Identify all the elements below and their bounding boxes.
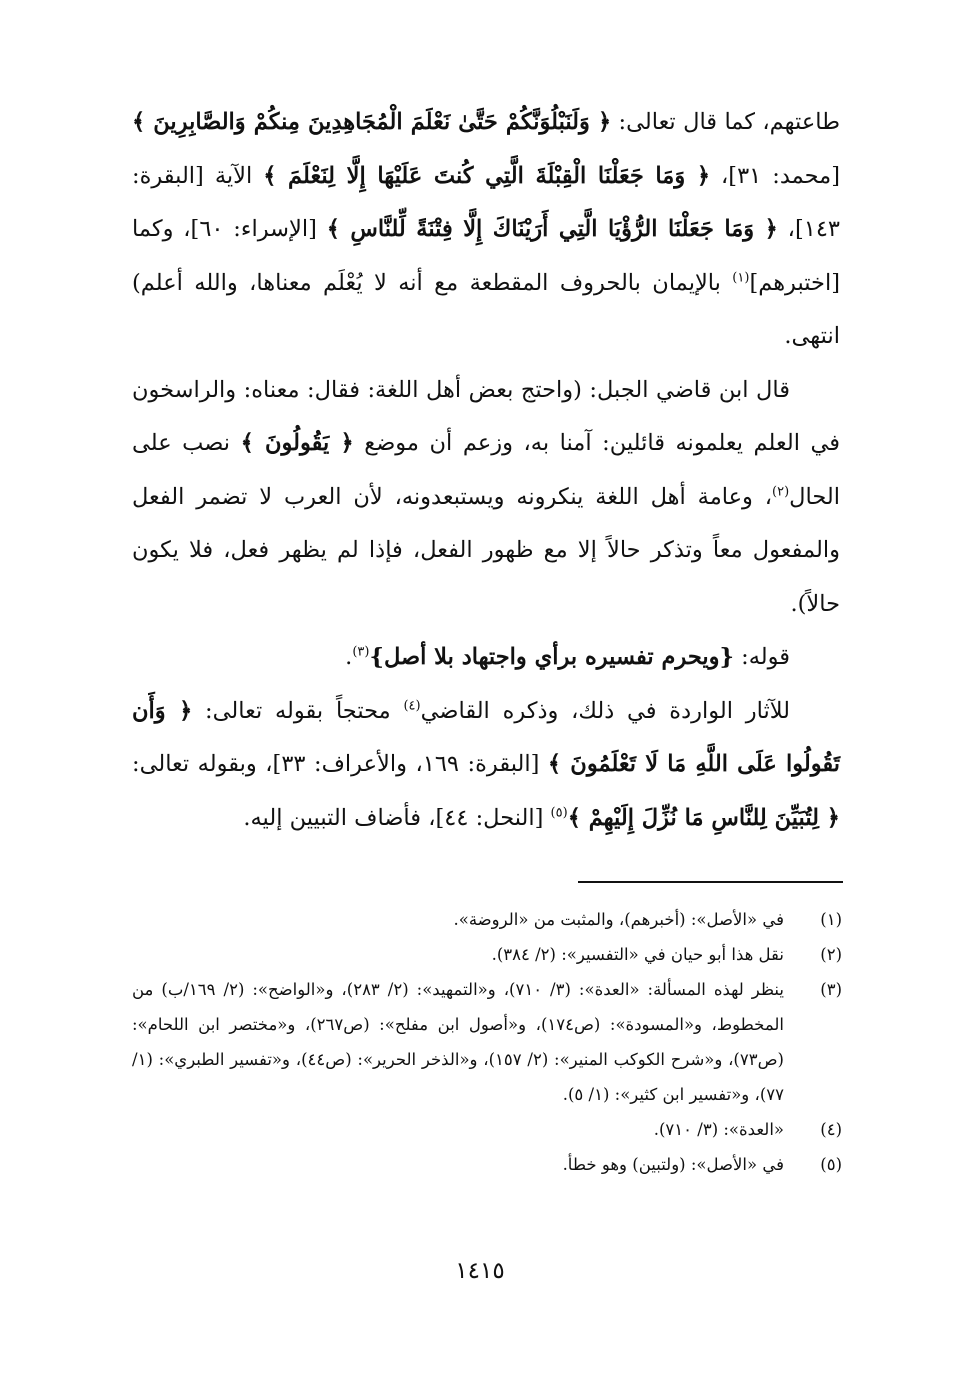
- footnote-number: (١): [820, 910, 842, 929]
- text-segment: نصب على الحال: [132, 430, 840, 510]
- matn-quote: {ويحرم تفسيره برأي واجتهاد بلا أصل}: [369, 644, 734, 670]
- text-segment: [البقرة: ١٦٩، والأعراف: ٣٣]، وبقوله تعالى:: [132, 751, 548, 777]
- text-segment: ، وعامة أهل اللغة ينكرونه ويستبعدونه، لأن العرب لا تضمر الفعل والمفعول معاً وتذكر حالاً إلا مع ظهور الفعل، فإذا لم يظهر فعل، فلا يكون حالاً).: [132, 483, 840, 617]
- footnote-text: ينظر لهذه المسألة: «العدة»: (٣/ ٧١٠)، و«التمهيد»: (٢/ ٢٨٣)، و«الواضح»: (٢/ ١٦٩/ب) من المخطوط، و«المسودة»: (ص١٧٤)، و«أصول ابن مفلح»: (ص٢٦٧)، و«مختصر ابن اللحام»: (ص٧٣)، و«شرح الكوكب المنير»: (٢/ ١٥٧)، و«الذخر الحرير»: (ص٤٤)، و«تفسير الطبري»: (١/ ٧٧)، و«تفسير ابن كثير»: (١/ ٥).: [132, 980, 784, 1104]
- quran-verse: ﴿ وَمَا جَعَلْنَا الرُّؤْيَا الَّتِي أَرَيْنَاكَ إِلَّا فِتْنَةً لِّلنَّاسِ ﴾: [326, 216, 778, 242]
- text-segment: بالإيمان بالحروف المقطعة مع أنه لا يُعْلَم معناها، والله أعلم) انتهى.: [132, 269, 840, 349]
- footnote-5: [132, 1147, 842, 1182]
- footnote-text: في «الأصل»: (أخبرهم)، والمثبت من «الروضة».: [453, 910, 784, 929]
- text-segment: قوله:: [733, 644, 790, 670]
- footnote-number: (٥): [820, 1155, 842, 1174]
- footnote-ref-3: (٣): [352, 644, 370, 660]
- quran-verse: ﴿ يَقُولُونَ ﴾: [240, 430, 354, 456]
- footnote-2: [132, 937, 842, 972]
- footnotes-section: [132, 902, 842, 1182]
- footnote-ref-2: (٢): [772, 484, 790, 499]
- paragraph-1: [132, 96, 840, 364]
- footnote-text: «العدة»: (٣/ ٧١٠).: [653, 1120, 784, 1139]
- footnote-3: [132, 972, 842, 1112]
- footnote-1: [132, 902, 842, 937]
- footnote-4: [132, 1112, 842, 1147]
- footnote-text: نقل هذا أبو حيان في «التفسير»: (٢/ ٣٨٤).: [491, 945, 784, 964]
- quran-verse: ﴿ وَمَا جَعَلْنَا الْقِبْلَةَ الَّتِي كُنتَ عَلَيْهَا إِلَّا لِنَعْلَمَ ﴾: [263, 162, 711, 189]
- text-segment: [الإسراء: ٦٠]، وكما [اختبرهم]: [132, 216, 840, 296]
- footnote-ref-5: (٥): [550, 805, 568, 820]
- footnote-number: (٣): [820, 980, 842, 999]
- footnote-number: (٤): [820, 1120, 842, 1139]
- quran-verse: ﴿ لِتُبَيِّنَ لِلنَّاسِ مَا نُزِّلَ إِلَيْهِمْ ﴾: [567, 804, 840, 831]
- page-number: ١٤١٥: [455, 1258, 505, 1284]
- footnote-ref-1: (١): [732, 270, 750, 285]
- paragraph-4: [132, 685, 840, 846]
- quran-verse: ﴿ وَلَنَبْلُوَنَّكُمْ حَتَّىٰ نَعْلَمَ الْمُجَاهِدِينَ مِنكُمْ وَالصَّابِرِينَ ﴾: [132, 109, 612, 135]
- footnote-divider: [578, 881, 843, 883]
- paragraph-3: [132, 631, 840, 685]
- footnote-text: في «الأصل»: (ولتبين) وهو خطأ.: [562, 1155, 784, 1174]
- footnote-ref-4: (٤): [403, 698, 421, 713]
- main-text: [132, 96, 840, 845]
- text-segment: للآثار الواردة في ذلك، وذكره القاضي: [420, 697, 790, 724]
- text-segment: [النحل: ٤٤]، فأضاف التبيين إليه.: [243, 804, 551, 831]
- paragraph-2: [132, 364, 840, 632]
- quran-verse: ﴿ وَأَن تَقُولُوا عَلَى اللَّهِ مَا لَا تَعْلَمُونَ ﴾: [132, 697, 841, 777]
- text-segment: قال ابن قاضي الجبل: (واحتج بعض أهل اللغة: فقال: معناه: والراسخون في العلم يعلمونه قائلين: آمنا به، وزعم أن موضع: [132, 376, 840, 456]
- text-segment: [محمد: ٣١]،: [710, 162, 840, 189]
- footnote-number: (٢): [820, 945, 842, 964]
- text-segment: محتجاً بقوله تعالى:: [192, 697, 404, 724]
- text-segment: .: [345, 644, 353, 670]
- text-segment: طاعتهم، كما قال تعالى:: [611, 109, 841, 135]
- text-segment: الآية [البقرة: ١٤٣]،: [132, 162, 840, 242]
